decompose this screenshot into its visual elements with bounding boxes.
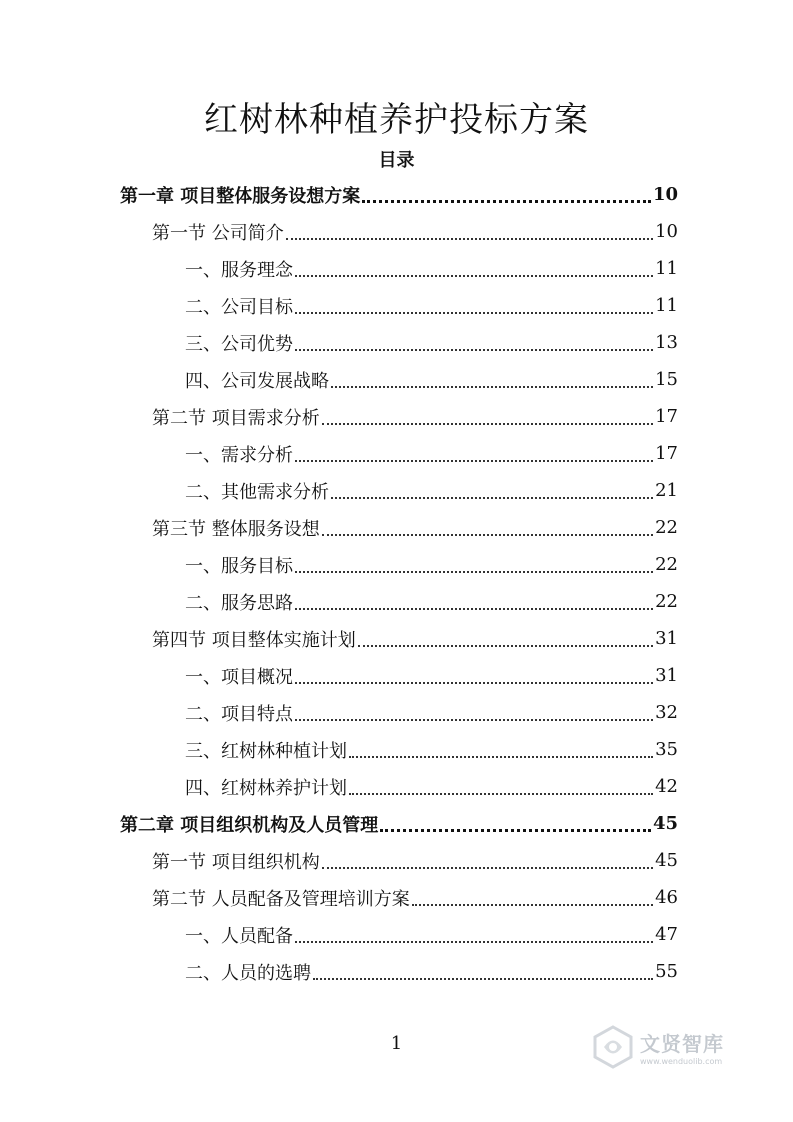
- toc-entry[interactable]: [152, 842, 678, 879]
- toc-entry-label: 二、项目特点: [185, 703, 293, 725]
- toc-leader-dots: [331, 497, 653, 499]
- page-number: 1: [390, 1033, 403, 1054]
- watermark-name: 文贤智库: [640, 1032, 724, 1056]
- toc-entry-label: 第一章 项目整体服务设想方案: [120, 185, 361, 207]
- toc-entry-label: 二、公司目标: [185, 296, 293, 318]
- toc-entry-label: 第二章 项目组织机构及人员管理: [120, 814, 379, 836]
- toc-leader-dots: [380, 829, 651, 832]
- toc-entry-label: 一、服务理念: [185, 259, 293, 281]
- toc-leader-dots: [295, 275, 653, 277]
- toc-leader-dots: [295, 349, 653, 351]
- toc-leader-dots: [295, 608, 653, 610]
- toc-entry-page: 42: [655, 776, 678, 797]
- toc-entry[interactable]: [152, 620, 678, 657]
- toc-leader-dots: [412, 904, 653, 906]
- toc-entry-page: 11: [655, 295, 678, 316]
- toc-entry-page: 47: [655, 924, 678, 945]
- toc-leader-dots: [295, 682, 653, 684]
- toc-entry-page: 45: [652, 813, 678, 834]
- toc-leader-dots: [362, 200, 651, 203]
- toc-entry[interactable]: [185, 583, 678, 620]
- toc-leader-dots: [349, 793, 653, 795]
- toc-leader-dots: [322, 867, 653, 869]
- toc-entry-page: 32: [655, 702, 678, 723]
- toc-entry[interactable]: [152, 509, 678, 546]
- toc-entry[interactable]: [152, 398, 678, 435]
- toc-leader-dots: [295, 719, 653, 721]
- toc-leader-dots: [322, 423, 653, 425]
- toc-entry-page: 55: [655, 961, 678, 982]
- toc-leader-dots: [358, 645, 653, 647]
- toc-entry-page: 22: [655, 591, 678, 612]
- toc-entry-page: 31: [655, 628, 678, 649]
- toc-entry[interactable]: [152, 213, 678, 250]
- toc-entry[interactable]: [185, 361, 678, 398]
- toc-entry[interactable]: [185, 324, 678, 361]
- toc-entry-page: 22: [655, 554, 678, 575]
- toc-leader-dots: [295, 941, 653, 943]
- toc-entry-page: 13: [655, 332, 678, 353]
- watermark: [590, 1020, 770, 1074]
- toc-entry[interactable]: [185, 768, 678, 805]
- toc-entry-label: 一、服务目标: [185, 555, 293, 577]
- toc-entry-label: 第三节 整体服务设想: [152, 518, 320, 540]
- toc-entry-page: 15: [655, 369, 678, 390]
- toc-entry[interactable]: [120, 805, 678, 842]
- toc-entry[interactable]: [120, 176, 678, 213]
- toc-entry[interactable]: [185, 694, 678, 731]
- watermark-logo-icon: [590, 1024, 636, 1070]
- toc-entry-page: 10: [655, 221, 678, 242]
- toc-entry-label: 三、红树林种植计划: [185, 740, 347, 762]
- toc-entry-label: 第二节 人员配备及管理培训方案: [152, 888, 410, 910]
- toc-entry-label: 三、公司优势: [185, 333, 293, 355]
- toc-entry-page: 17: [655, 406, 678, 427]
- toc-entry-page: 11: [655, 258, 678, 279]
- toc-entry[interactable]: [185, 472, 678, 509]
- toc-entry-label: 第四节 项目整体实施计划: [152, 629, 356, 651]
- toc-leader-dots: [295, 460, 653, 462]
- toc-entry-label: 二、服务思路: [185, 592, 293, 614]
- toc-leader-dots: [286, 238, 653, 240]
- document-title: 红树林种植养护投标方案: [204, 100, 589, 140]
- toc-entry[interactable]: [185, 916, 678, 953]
- toc-entry[interactable]: [152, 879, 678, 916]
- toc-leader-dots: [313, 978, 653, 980]
- toc-entry-label: 四、红树林养护计划: [185, 777, 347, 799]
- toc-entry-page: 45: [655, 850, 678, 871]
- toc-leader-dots: [322, 534, 653, 536]
- toc-entry[interactable]: [185, 287, 678, 324]
- toc-entry[interactable]: [185, 657, 678, 694]
- toc-entry[interactable]: [185, 953, 678, 990]
- toc-entry-label: 四、公司发展战略: [185, 370, 329, 392]
- toc-entry-label: 一、人员配备: [185, 925, 293, 947]
- toc-entry[interactable]: [185, 250, 678, 287]
- toc-entry-page: 17: [655, 443, 678, 464]
- toc-entry-label: 二、人员的选聘: [185, 962, 311, 984]
- toc-entry[interactable]: [185, 731, 678, 768]
- toc-entry-label: 第一节 项目组织机构: [152, 851, 320, 873]
- toc-leader-dots: [295, 312, 653, 314]
- watermark-url: www.wenduolib.com: [640, 1057, 723, 1066]
- toc-entry-page: 21: [655, 480, 678, 501]
- toc-entry-label: 二、其他需求分析: [185, 481, 329, 503]
- toc-entry-label: 一、项目概况: [185, 666, 293, 688]
- toc-entry-page: 46: [655, 887, 678, 908]
- toc-heading: 目录: [378, 150, 415, 171]
- toc-entry-label: 一、需求分析: [185, 444, 293, 466]
- toc-entry-label: 第二节 项目需求分析: [152, 407, 320, 429]
- toc-entry-page: 35: [655, 739, 678, 760]
- toc-entry-label: 第一节 公司简介: [152, 222, 284, 244]
- toc-leader-dots: [331, 386, 653, 388]
- toc-entry-page: 31: [655, 665, 678, 686]
- toc-entry-page: 10: [652, 184, 678, 205]
- toc-entry[interactable]: [185, 435, 678, 472]
- toc-leader-dots: [349, 756, 653, 758]
- toc-leader-dots: [295, 571, 653, 573]
- toc-entry[interactable]: [185, 546, 678, 583]
- toc-entry-page: 22: [655, 517, 678, 538]
